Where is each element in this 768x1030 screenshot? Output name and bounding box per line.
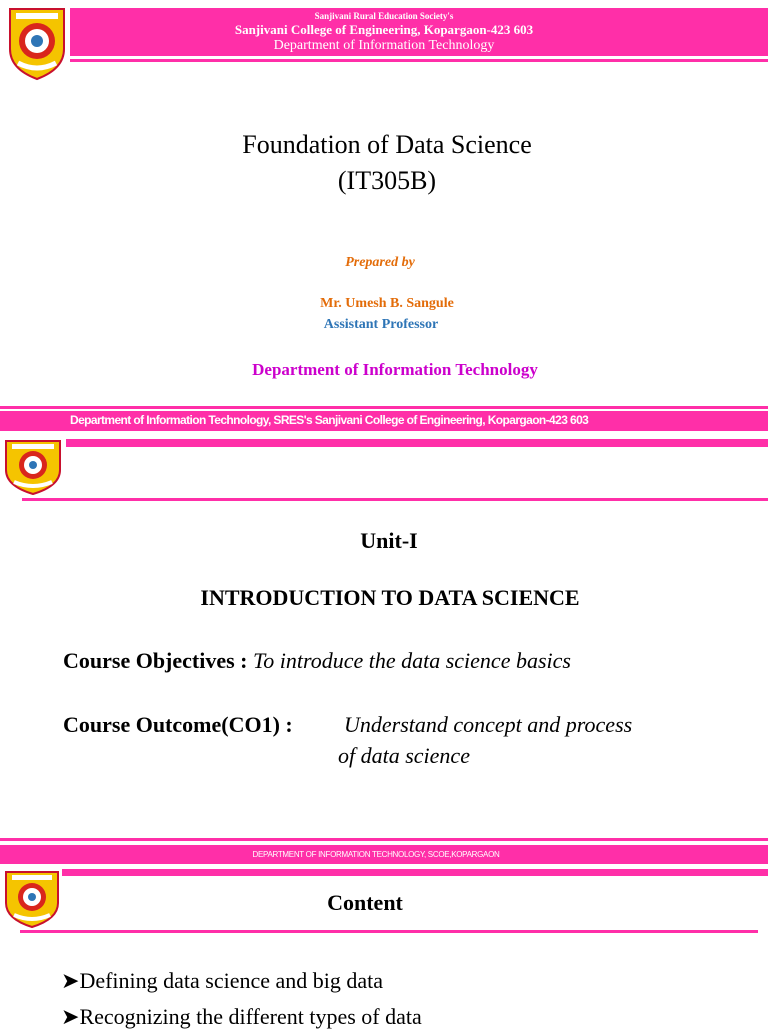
outcome-text-line2: of data science bbox=[338, 743, 470, 768]
arrow-bullet-icon: ➤ bbox=[61, 1004, 80, 1029]
list-item: ➤Defining data science and big data bbox=[61, 968, 384, 993]
outcome-text-line1: Understand concept and process bbox=[344, 712, 633, 737]
prepared-by-label: Prepared by bbox=[345, 255, 415, 270]
footer-topline bbox=[0, 406, 768, 409]
slide3-header-underline bbox=[20, 930, 758, 933]
list-item: ➤Recognizing the different types of data bbox=[61, 1004, 422, 1029]
header-department: Department of Information Technology bbox=[273, 38, 495, 53]
content-title: Content bbox=[327, 890, 403, 915]
society-name: Sanjivani Rural Education Society's bbox=[314, 11, 454, 21]
objectives-text: To introduce the data science basics bbox=[253, 648, 571, 673]
author-designation: Assistant Professor bbox=[323, 317, 439, 332]
department-name: Department of Information Technology bbox=[252, 360, 538, 379]
college-name: Sanjivani College of Engineering, Kopargaon-423 603 bbox=[234, 22, 534, 37]
slide2-footer-topline bbox=[0, 838, 768, 841]
course-objectives bbox=[63, 648, 571, 674]
slide3-top-bar bbox=[62, 869, 768, 876]
course-code: (IT305B) bbox=[337, 166, 437, 195]
slide2-footer-text: DEPARTMENT OF INFORMATION TECHNOLOGY, SCOE,KOPARGAON bbox=[252, 850, 500, 859]
course-title: Foundation of Data Science bbox=[242, 130, 532, 159]
outcome-label: Course Outcome(CO1) : bbox=[63, 712, 293, 737]
college-logo-icon bbox=[6, 5, 68, 81]
slide2-top-bar bbox=[66, 439, 768, 447]
slide2-header-underline bbox=[22, 498, 768, 501]
header-underline bbox=[70, 59, 768, 62]
arrow-bullet-icon: ➤ bbox=[61, 968, 80, 993]
author-name: Mr. Umesh B. Sangule bbox=[320, 296, 454, 311]
unit-label: Unit-I bbox=[360, 528, 418, 553]
unit-topic: INTRODUCTION TO DATA SCIENCE bbox=[200, 585, 580, 610]
footer-text: Department of Information Technology, SRES's Sanjivani College of Engineering, Kopargaon-423 603 bbox=[70, 413, 589, 427]
college-logo-icon bbox=[2, 438, 64, 496]
objectives-label: Course Objectives : bbox=[63, 648, 248, 673]
